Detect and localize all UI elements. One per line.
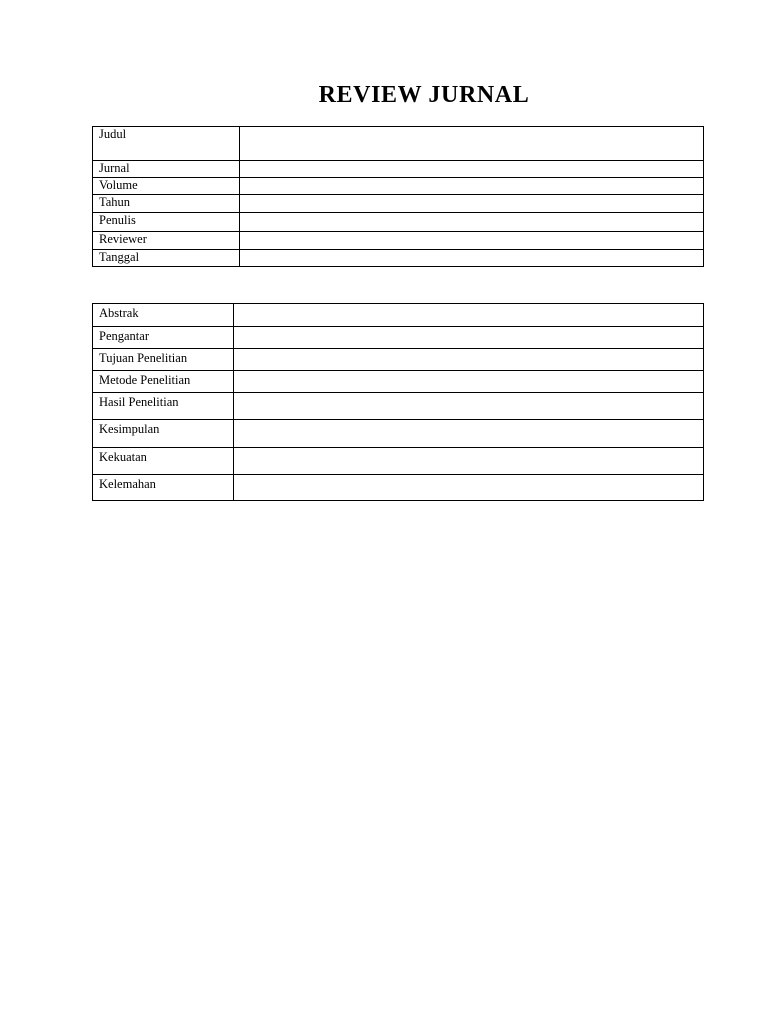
row-label-pengantar: Pengantar	[93, 327, 234, 349]
table-row-tanggal	[93, 250, 704, 267]
row-value-kesimpulan	[234, 420, 704, 448]
row-value-tanggal	[240, 250, 704, 267]
table-row-reviewer	[93, 232, 704, 250]
table-row-kekuatan	[93, 448, 704, 475]
row-label-hasil-penelitian: Hasil Penelitian	[93, 393, 234, 420]
table-row-tujuan-penelitian	[93, 349, 704, 371]
row-value-tahun	[240, 195, 704, 213]
row-value-volume	[240, 178, 704, 195]
row-value-reviewer	[240, 232, 704, 250]
page-title: REVIEW JURNAL	[318, 82, 530, 108]
row-label-tahun: Tahun	[93, 195, 240, 213]
row-label-tujuan-penelitian: Tujuan Penelitian	[93, 349, 234, 371]
row-value-tujuan-penelitian	[234, 349, 704, 371]
table-row-judul	[93, 127, 704, 161]
row-value-judul	[240, 127, 704, 161]
table-row-hasil-penelitian	[93, 393, 704, 420]
table-row-jurnal	[93, 161, 704, 178]
table-row-pengantar	[93, 327, 704, 349]
table-row-kelemahan	[93, 475, 704, 501]
table-row-tahun	[93, 195, 704, 213]
row-value-kelemahan	[234, 475, 704, 501]
row-value-abstrak	[234, 304, 704, 327]
row-value-pengantar	[234, 327, 704, 349]
row-label-judul: Judul	[93, 127, 240, 161]
row-label-jurnal: Jurnal	[93, 161, 240, 178]
row-value-kekuatan	[234, 448, 704, 475]
row-value-penulis	[240, 213, 704, 232]
row-value-hasil-penelitian	[234, 393, 704, 420]
row-label-reviewer: Reviewer	[93, 232, 240, 250]
row-value-jurnal	[240, 161, 704, 178]
row-label-kesimpulan: Kesimpulan	[93, 420, 234, 448]
row-label-penulis: Penulis	[93, 213, 240, 232]
table-row-kesimpulan	[93, 420, 704, 448]
table-row-volume	[93, 178, 704, 195]
row-label-tanggal: Tanggal	[93, 250, 240, 267]
table-row-metode-penelitian	[93, 371, 704, 393]
journal-review-table	[92, 303, 704, 501]
row-label-abstrak: Abstrak	[93, 304, 234, 327]
row-value-metode-penelitian	[234, 371, 704, 393]
table-row-abstrak	[93, 304, 704, 327]
table-row-penulis	[93, 213, 704, 232]
journal-info-table	[92, 126, 704, 267]
row-label-kelemahan: Kelemahan	[93, 475, 234, 501]
row-label-kekuatan: Kekuatan	[93, 448, 234, 475]
row-label-volume: Volume	[93, 178, 240, 195]
row-label-metode-penelitian: Metode Penelitian	[93, 371, 234, 393]
